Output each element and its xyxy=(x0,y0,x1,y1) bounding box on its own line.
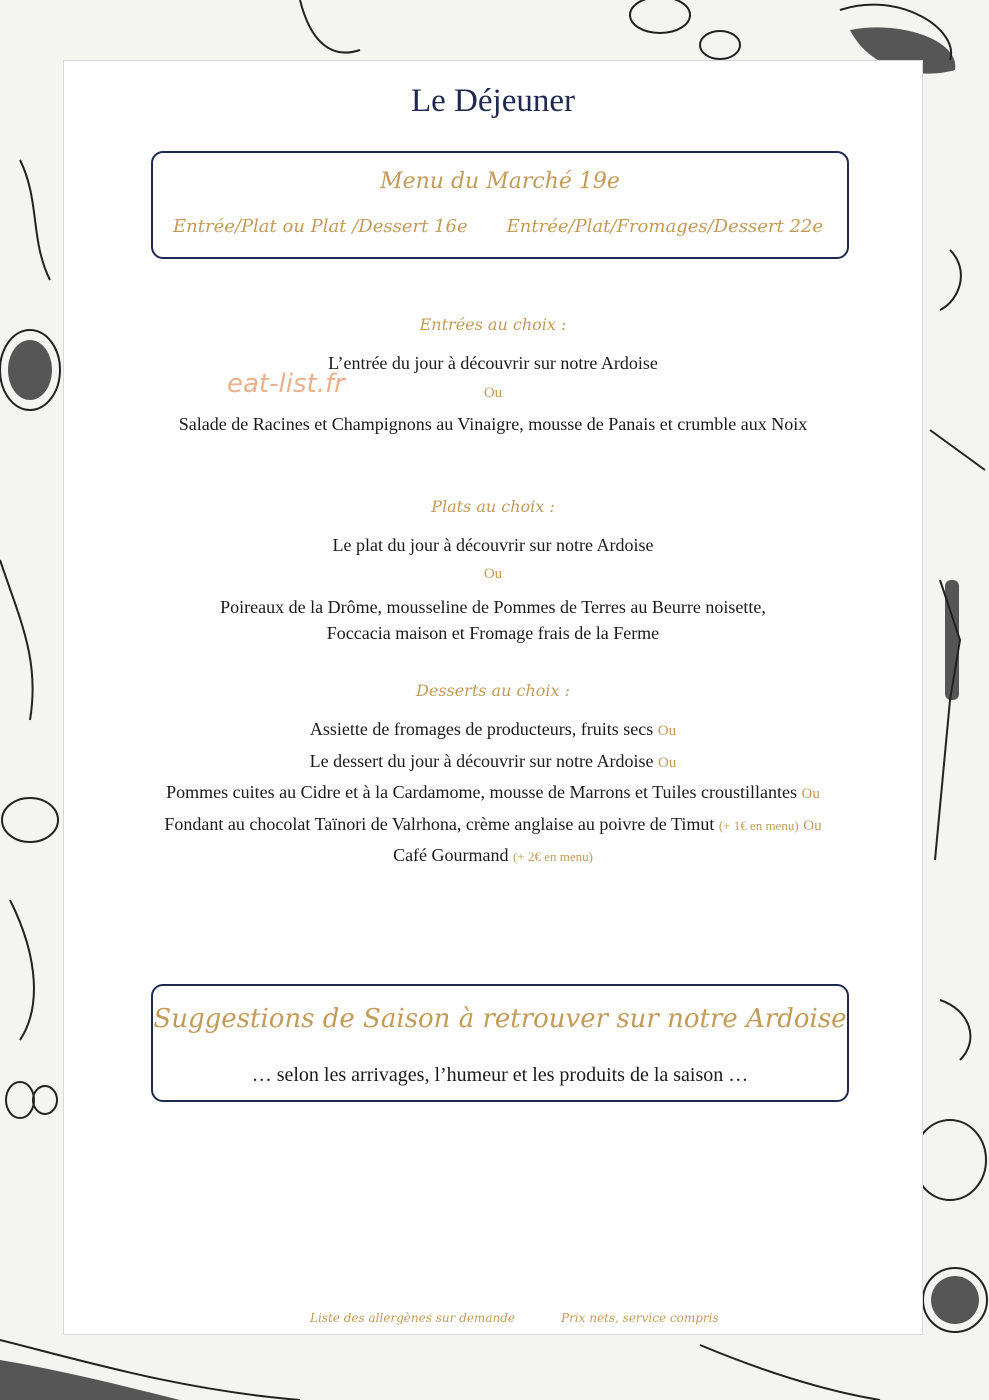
formula-name: Menu du Marché 19e xyxy=(380,169,620,194)
entree-item: L’entrée du jour à découvrir sur notre Ardoise xyxy=(328,353,658,373)
plat-item: Le plat du jour à découvrir sur notre Ardoise xyxy=(332,535,654,555)
dessert-separator: Ou xyxy=(801,786,820,802)
dessert-item xyxy=(64,782,922,803)
dessert-supplement: (+ 2€ en menu) xyxy=(513,849,593,864)
dessert-text: Assiette de fromages de producteurs, fruits secs xyxy=(309,719,654,739)
plats-separator: Ou xyxy=(483,566,503,582)
dessert-text: Café Gourmand xyxy=(393,845,509,865)
dessert-text: Le dessert du jour à découvrir sur notre Ardoise xyxy=(309,751,654,771)
plats-heading: Plats au choix : xyxy=(431,497,555,516)
entrees-separator: Ou xyxy=(483,385,503,401)
dessert-text: Fondant au chocolat Taïnori de Valrhona, crème anglaise au poivre de Timut xyxy=(164,814,715,834)
dessert-item xyxy=(64,814,922,835)
menu-card xyxy=(63,60,923,1335)
plat-item-continued: Foccacia maison et Fromage frais de la Ferme xyxy=(326,623,660,643)
page-title: Le Déjeuner xyxy=(411,83,575,119)
dessert-separator: Ou xyxy=(657,723,677,739)
formula-box xyxy=(151,151,849,259)
desserts-heading: Desserts au choix : xyxy=(415,681,570,700)
footer-allergens: Liste des allergènes sur demande xyxy=(310,1311,515,1325)
footer-prices: Prix nets, service compris xyxy=(561,1311,719,1325)
entrees-heading: Entrées au choix : xyxy=(419,315,567,334)
suggestions-box xyxy=(151,984,849,1102)
plat-item: Poireaux de la Drôme, mousseline de Pommes de Terres au Beurre noisette, xyxy=(220,597,766,617)
dessert-item xyxy=(64,751,922,772)
dessert-item xyxy=(64,719,922,740)
dessert-item xyxy=(64,845,922,866)
formula-option-right: Entrée/Plat/Fromages/Dessert 22e xyxy=(506,216,823,237)
suggestions-text: … selon les arrivages, l’humeur et les produits de la saison … xyxy=(251,1064,749,1086)
dessert-text: Pommes cuites au Cidre et à la Cardamome, mousse de Marrons et Tuiles croustillantes xyxy=(166,782,798,802)
entree-item: Salade de Racines et Champignons au Vinaigre, mousse de Panais et crumble aux Noix xyxy=(178,414,808,434)
dessert-separator: Ou xyxy=(803,818,822,834)
suggestions-title: Suggestions de Saison à retrouver sur notre Ardoise xyxy=(153,1004,847,1034)
dessert-separator: Ou xyxy=(658,755,677,771)
watermark-text: eat-list.fr xyxy=(227,369,345,399)
dessert-supplement: (+ 1€ en menu) xyxy=(718,818,799,833)
formula-option-left: Entrée/Plat ou Plat /Dessert 16e xyxy=(173,216,468,237)
